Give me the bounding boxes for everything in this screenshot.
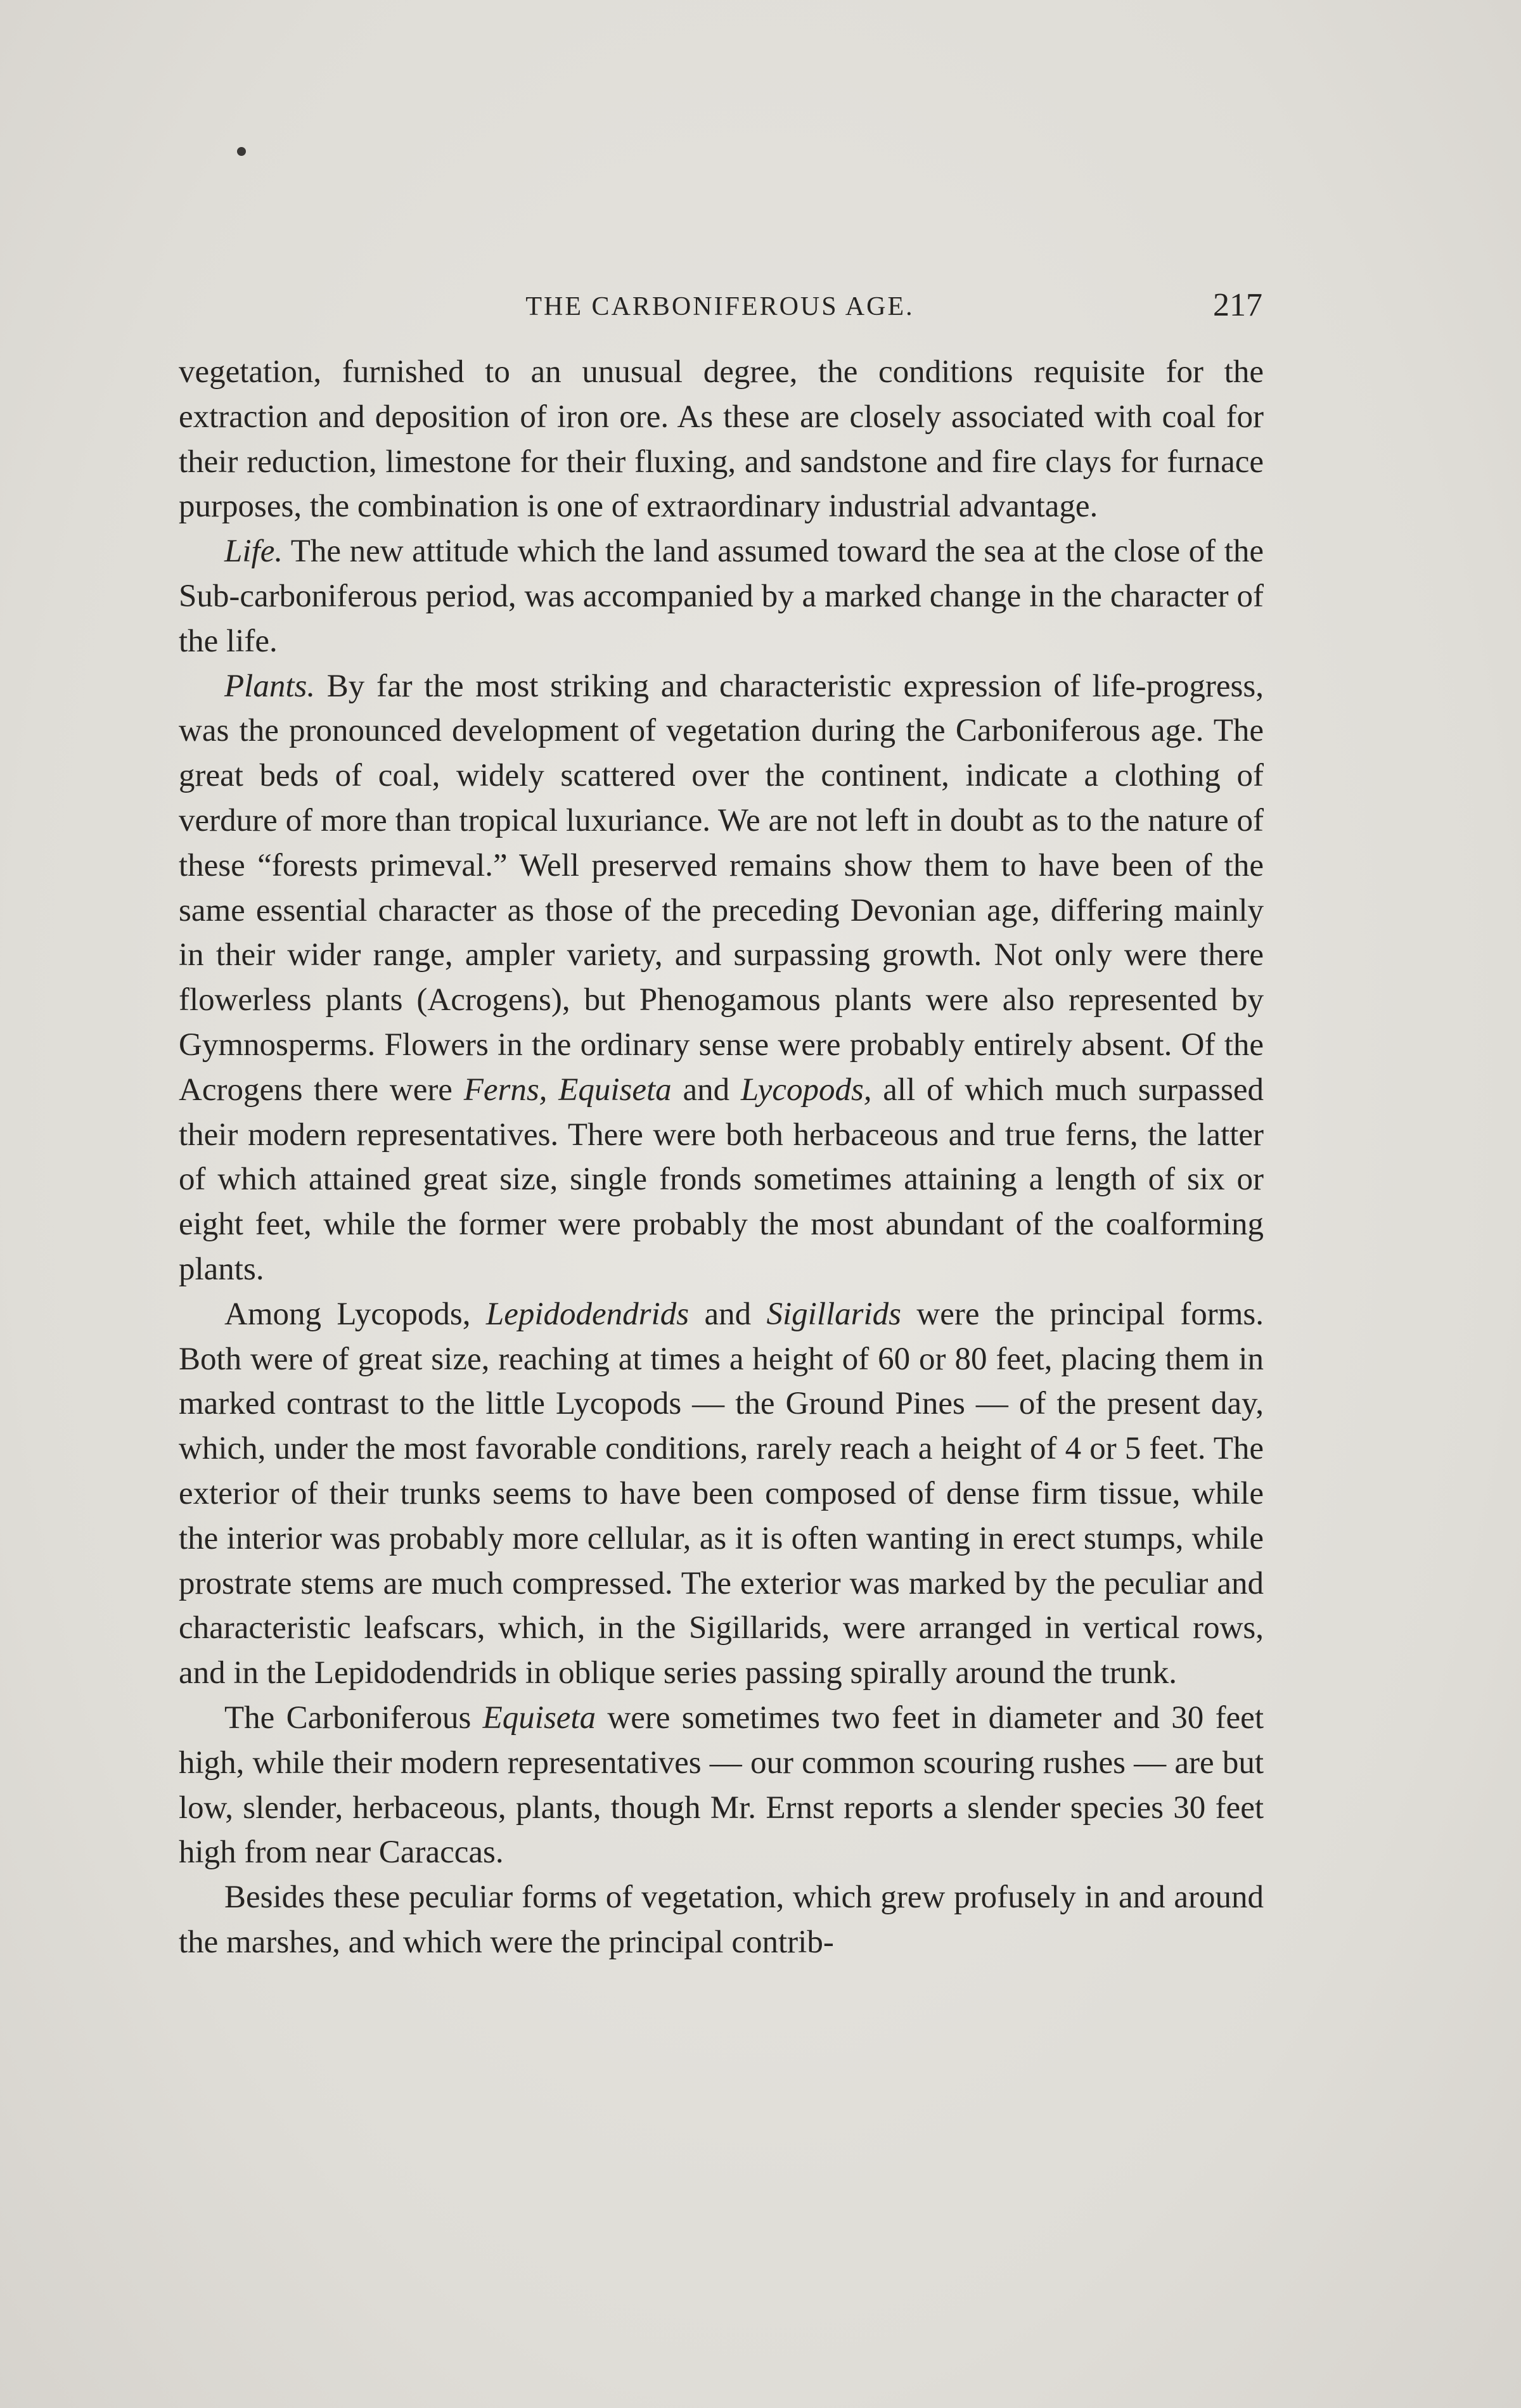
term-lepidodendrids: Lepidodendrids [485,1296,690,1332]
ink-speck-mark [237,147,246,156]
paragraph-lycopods [179,1292,1264,1696]
section-lead-plants: Plants. [224,668,316,704]
term-sigillarids: Sigillarids [766,1296,902,1332]
running-head [177,286,1262,324]
term-equiseta: Equiseta [482,1700,596,1736]
body-text [179,350,1264,1965]
paragraph-text: By far the most striking and characteristic expression of life-progress, was the pronounced development of vegetation during the Carboniferous age. The great beds of coal, widely scattered over the continent, indicate a clothing of verdure of more than tropical luxuriance. We are not left in doubt as to the nature of these “forests primeval.” Well preserved remains show them to have been of the same essential character as those of the preceding Devonian age, differing mainly in their wider range, ampler variety, and surpassing growth. Not only were there flowerless plants (Acrogens), but Phenogamous plants were also represented by Gymnosperms. Flowers in the ordinary sense were probably entirely absent. Of the Acrogens there were [179,668,1264,1108]
page-number: 217 [1213,287,1262,323]
term-equiseta: Equiseta [558,1072,672,1108]
paragraph-text: and [671,1072,741,1108]
paragraph-text: The Carboniferous [224,1700,483,1736]
paragraph-text: were sometimes two feet in diameter and 30 feet high, while their modern representatives — our common scouring rushes — are but low, slender, herbaceous, plants, though Mr. Ernst reports a slender species 30 feet high from near Caraccas. [179,1700,1264,1871]
paragraph-text: were the principal forms. Both were of great size, reaching at times a height of 60 or 80 feet, placing them in marked contrast to the little Lycopods — the Ground Pines — of the present day, which, under the most favorable conditions, rarely reach a height of 4 or 5 feet. The exterior of their trunks seems to have been composed of dense firm tissue, while the interior was probably more cellular, as it is often wanting in erect stumps, while prostrate stems are much compressed. The exterior was marked by the peculiar and characteristic leafscars, which, in the Sigillarids, were arranged in vertical rows, and in the Lepidodendrids in oblique series passing spirally around the trunk. [179,1296,1264,1691]
paragraph-text: Besides these peculiar forms of vegetation, which grew profusely in and around the marshes, and which were the principal contrib- [179,1880,1264,1960]
term-ferns: Ferns, [463,1072,548,1108]
paragraph-equiseta [179,1696,1264,1875]
paragraph-text: Among Lycopods, [224,1296,486,1332]
paragraph-text: vegetation, furnished to an unusual degree, the conditions requisite for the extraction and deposition of iron ore. As these are closely associated with coal for their reduction, limestone for their fluxing, and sandstone and fire clays for furnace purposes, the combination is one of extraordinary industrial advantage. [179,354,1264,525]
running-title: THE CARBONIFEROUS AGE. [525,292,915,321]
paragraph-text: and [689,1296,767,1332]
term-lycopods: Lycopods, [740,1072,872,1108]
paragraph-plants [179,664,1264,1292]
paragraph-text: The new attitude which the land assumed toward the sea at the close of the Sub-carboniferous period, was accompanied by a marked change in the character of the life. [179,534,1264,659]
paragraph-text: all of which much surpassed their modern representatives. There were both herbaceous and true ferns, the latter of which attained great size, single fronds sometimes attaining a length of six or eight feet, while the former were probably the most abundant of the coalforming plants. [179,1072,1264,1287]
paragraph-iron-ore [179,350,1264,529]
section-lead-life: Life. [224,534,283,570]
paragraph-vegetation [179,1875,1264,1965]
paragraph-life [179,529,1264,663]
